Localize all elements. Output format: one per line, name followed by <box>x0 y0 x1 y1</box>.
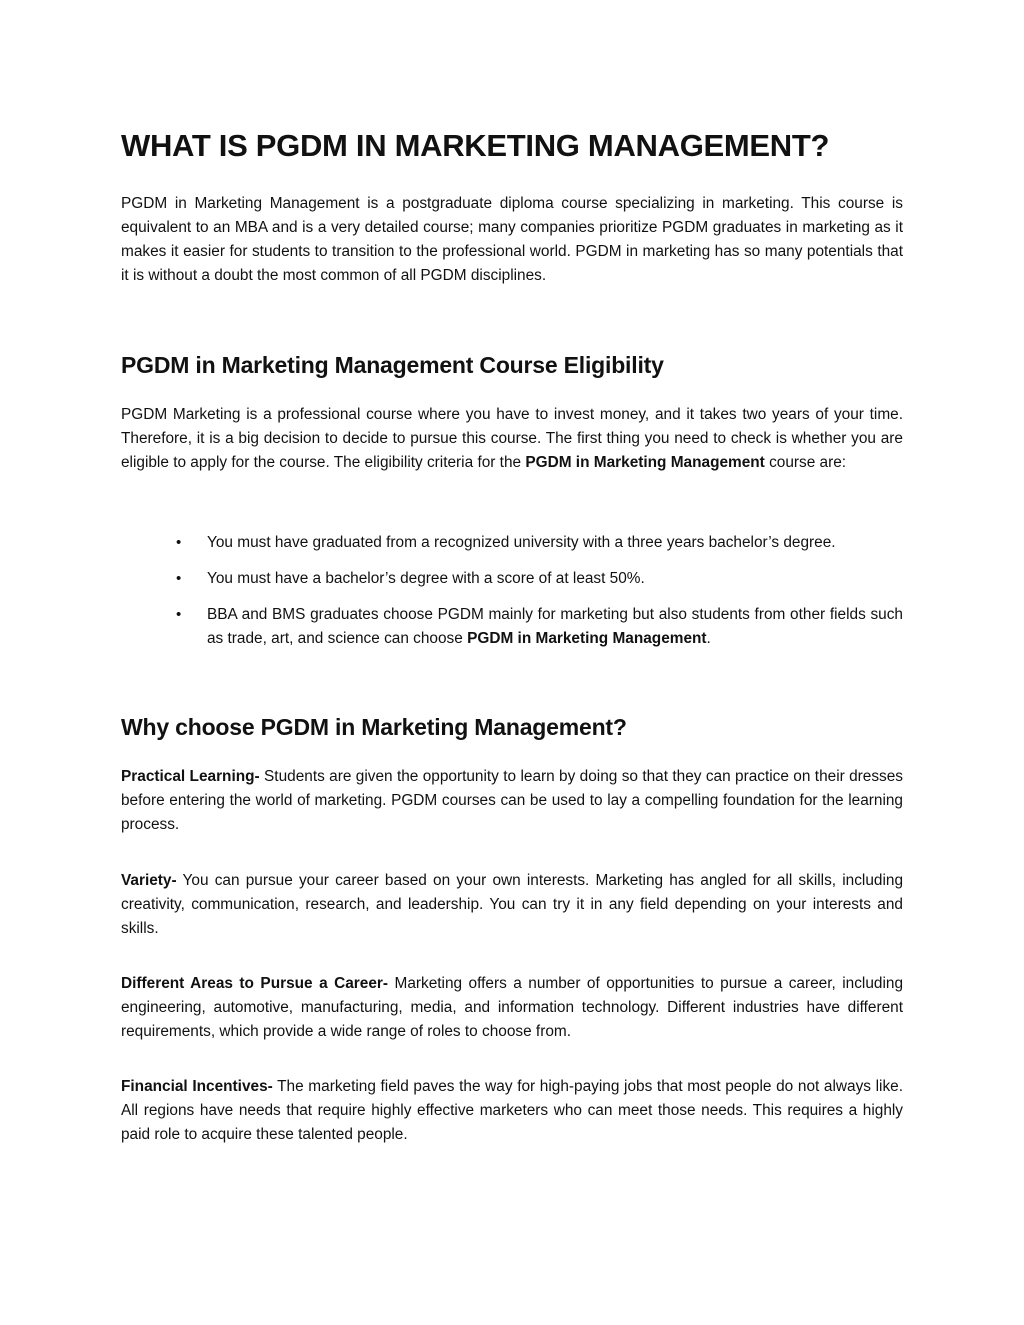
page-title: WHAT IS PGDM IN MARKETING MANAGEMENT? <box>121 128 830 163</box>
list-item <box>121 603 903 651</box>
bullet-icon: • <box>176 606 182 623</box>
eligibility-paragraph <box>121 403 903 475</box>
why-heading: Why choose PGDM in Marketing Management? <box>121 714 627 740</box>
why-financial-incentives <box>121 1075 903 1147</box>
item-label: Different Areas to Pursue a Career- <box>121 975 389 992</box>
why-practical-learning <box>121 765 903 837</box>
list-item-text: BBA and BMS graduates choose PGDM mainly for marketing but also students from other fields such as trade, art, and science can choose <box>207 606 903 647</box>
eligibility-text-end: course are: <box>764 454 847 471</box>
item-text: Students are given the opportunity to learn by doing so that they can practice on their dresses before entering the world of marketing. PGDM courses can be used to lay a compelling foundation for the learning process. <box>121 768 904 833</box>
eligibility-text: PGDM Marketing is a professional course where you have to invest money, and it takes two years of your time. Therefore, it is a big decision to decide to pursue this course. The first thing you need to check is whether you are eligible to apply for the course. The eligibility criteria for the <box>121 406 903 471</box>
item-text: The marketing field paves the way for high-paying jobs that most people do not always like. All regions have needs that require highly effective marketers who can meet those needs. This requires a highly paid role to acquire these talented people. <box>121 1078 903 1143</box>
item-text: You can pursue your career based on your own interests. Marketing has angled for all skills, including creativity, communication, research, and leadership. You can try it in any field depending on your interests and skills. <box>121 872 903 937</box>
item-text: Marketing offers a number of opportunities to pursue a career, including engineering, automotive, manufacturing, media, and information technology. Different industries have different requirements, which provide a wide range of roles to choose from. <box>121 975 903 1040</box>
list-item-text: You must have graduated from a recognized university with a three years bachelor’s degree. <box>207 534 836 551</box>
eligibility-bold-course: PGDM in Marketing Management <box>525 454 765 471</box>
bullet-icon: • <box>176 570 182 587</box>
list-item-bold: PGDM in Marketing Management <box>467 630 707 647</box>
eligibility-heading: PGDM in Marketing Management Course Eligibility <box>121 352 664 378</box>
list-item <box>121 567 903 591</box>
bullet-icon: • <box>176 534 182 551</box>
intro-paragraph: PGDM in Marketing Management is a postgraduate diploma course specializing in marketing. This course is equivalent to an MBA and is a very detailed course; many companies prioritize PGDM graduates in marketing as it makes it easier for students to transition to the professional world. PGDM in marketing has so many potentials that it is without a doubt the most common of all PGDM disciplines. <box>121 195 903 284</box>
why-variety <box>121 869 903 941</box>
why-career-areas <box>121 972 903 1044</box>
list-item-end: . <box>706 630 711 647</box>
eligibility-list <box>121 531 903 663</box>
item-label: Variety- <box>121 872 177 889</box>
list-item <box>121 531 903 555</box>
list-item-text: You must have a bachelor’s degree with a score of at least 50%. <box>207 570 645 587</box>
item-label: Financial Incentives- <box>121 1078 273 1095</box>
item-label: Practical Learning- <box>121 768 260 785</box>
